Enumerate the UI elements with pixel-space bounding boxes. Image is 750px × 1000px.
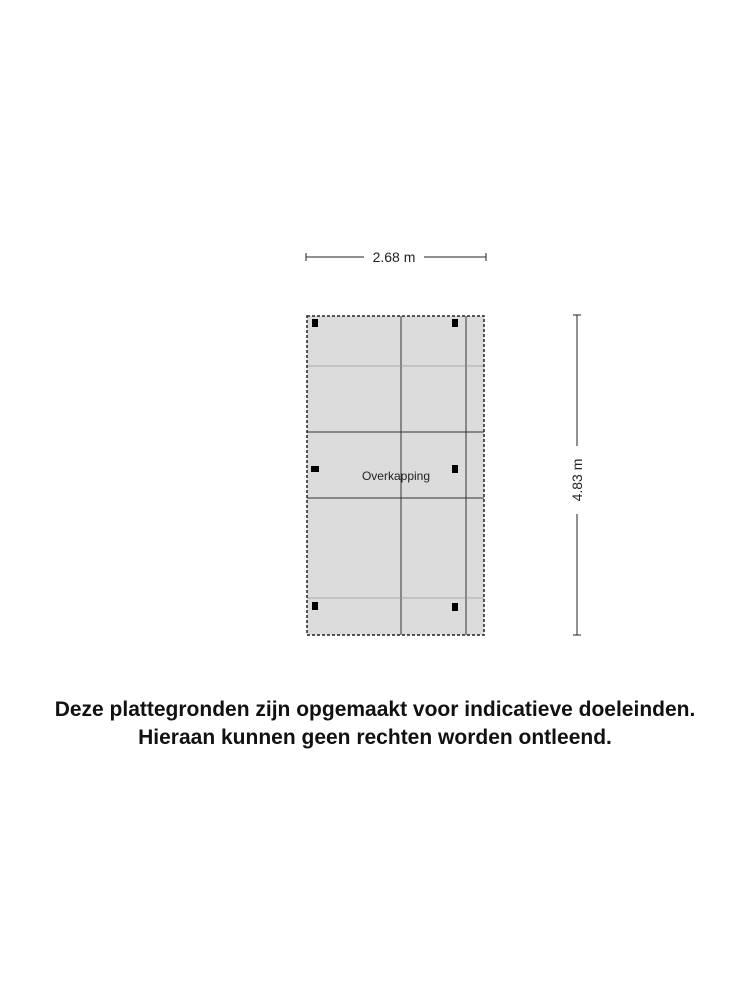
post-middle-right bbox=[452, 465, 458, 473]
post-top-left bbox=[312, 319, 318, 327]
depth-dimension-label: 4.83 m bbox=[569, 458, 585, 502]
post-top-right bbox=[452, 319, 458, 327]
post-bottom-right bbox=[452, 603, 458, 611]
post-middle-left bbox=[311, 466, 319, 472]
overkapping-area bbox=[307, 316, 484, 635]
width-dimension bbox=[306, 249, 486, 265]
depth-dimension bbox=[569, 315, 585, 635]
disclaimer-line-2: Hieraan kunnen geen rechten worden ontleend. bbox=[138, 726, 612, 749]
room-label: Overkapping bbox=[361, 469, 431, 483]
post-bottom-left bbox=[312, 602, 318, 610]
disclaimer-line-1: Deze plattegronden zijn opgemaakt voor indicatieve doeleinden. bbox=[54, 698, 696, 721]
width-dimension-label: 2.68 m bbox=[372, 249, 416, 265]
